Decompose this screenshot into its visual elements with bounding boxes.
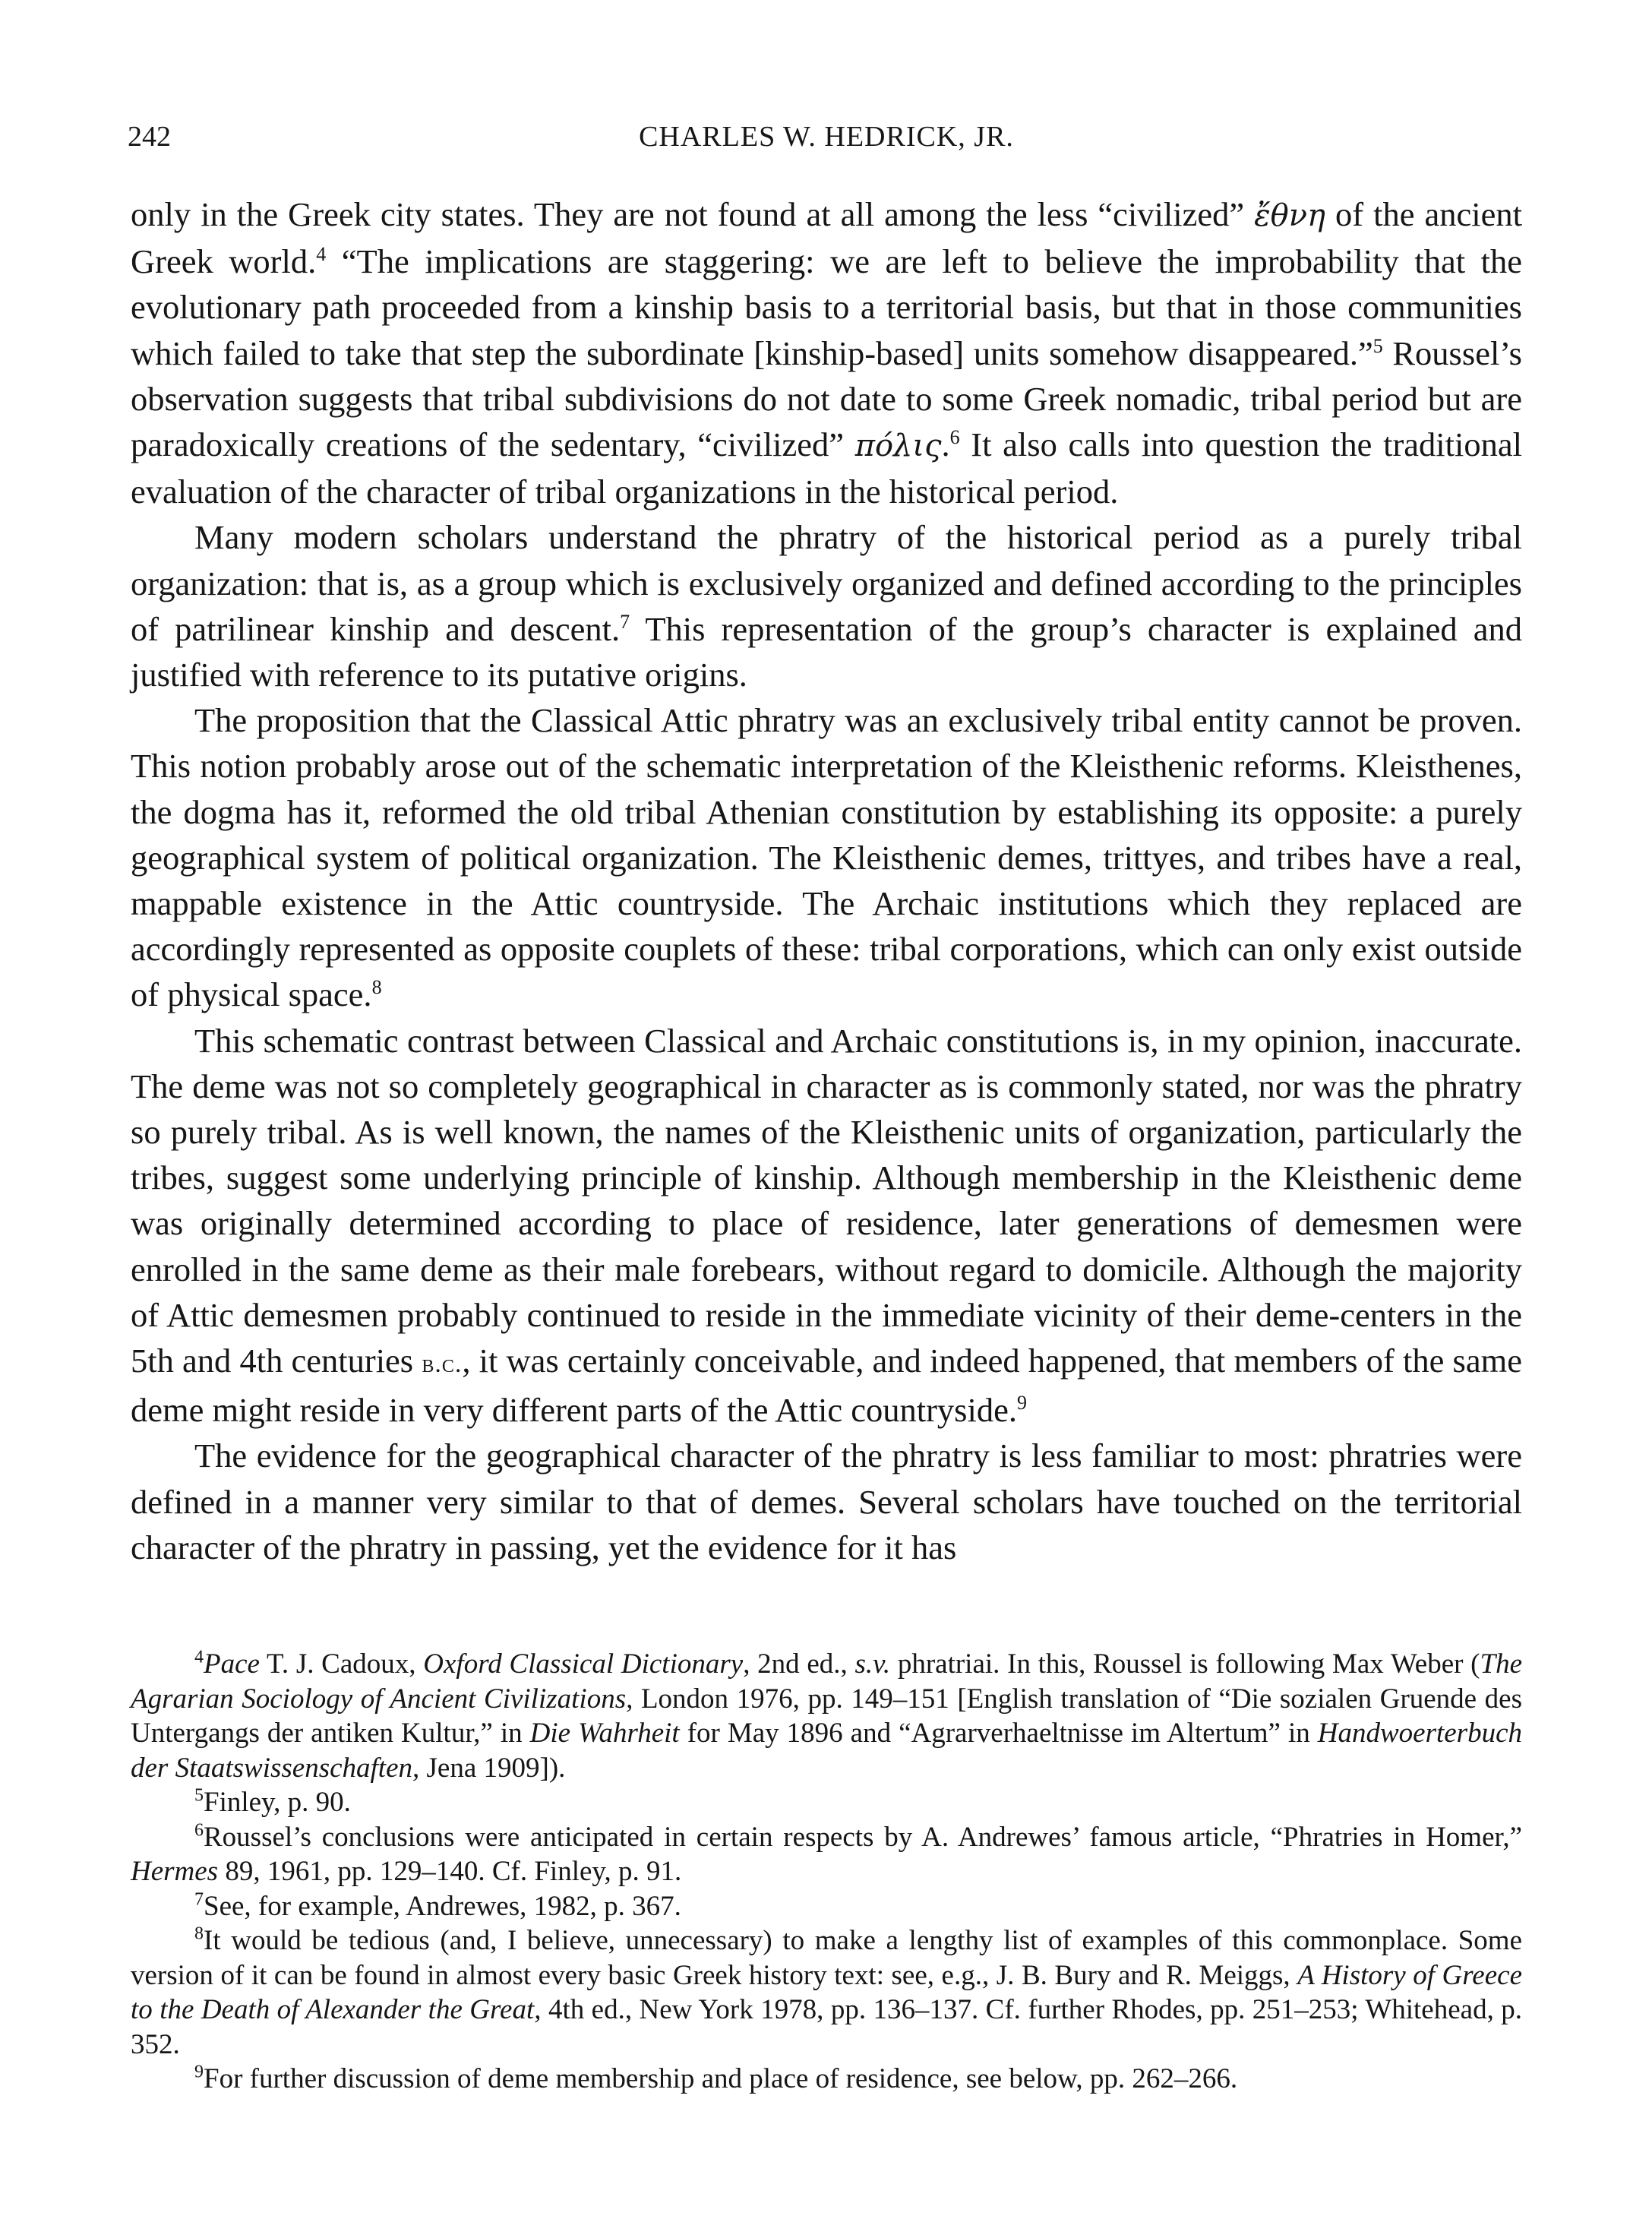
- footnote-number: 7: [194, 1889, 204, 1910]
- footnote-ref-7[interactable]: 7: [620, 611, 630, 633]
- fn4-text-2: , 2nd ed.,: [743, 1648, 855, 1680]
- fn4-text-4: London 1976, pp. 149–151 [English translation of “Die sozialen Gruende des Untergangs der antiken Kultur,” in: [131, 1683, 1523, 1749]
- footnote-7: [131, 1889, 1522, 1924]
- fn4-italic-5: Die Wahrheit: [529, 1718, 680, 1749]
- fn9-text: For further discussion of deme membership and place of residence, see below, pp. 262–266.: [204, 2063, 1238, 2094]
- greek-polis: πόλις: [854, 428, 942, 464]
- fn7-text: See, for example, Andrewes, 1982, p. 367.: [204, 1890, 681, 1922]
- p1-text-c: of the ancient Greek world.: [131, 195, 1523, 281]
- fn6-italic-1: Hermes: [131, 1856, 219, 1887]
- footnote-ref-8[interactable]: 8: [371, 976, 382, 999]
- fn4-text-6: Jena 1909]).: [419, 1752, 566, 1784]
- footnote-number: 5: [194, 1785, 204, 1806]
- footnote-number: 6: [194, 1820, 204, 1841]
- footnote-ref-4[interactable]: 4: [316, 243, 327, 266]
- fn4-text-5: for May 1896 and “Agrarverhaeltnisse im Altertum” in: [679, 1718, 1318, 1749]
- p2-text-a: Many modern scholars understand the phratry of the historical period as a purely tribal organization: that is, as a group which is exclusively organized and defined according to the principles of patrilinear kinship and descent.: [131, 518, 1522, 648]
- paragraph-2: [131, 514, 1522, 697]
- p5-text-a: The evidence for the geographical character of the phratry is less familiar to most: phratries were defined in a manner very similar to that of demes. Several scholars have touched on the territorial character of the phratry in passing, yet the evidence for it has: [131, 1437, 1522, 1566]
- footnotes: [131, 1647, 1522, 2097]
- fn8-text-1: It would be tedious (and, I believe, unnecessary) to make a lengthy list of examples of this commonplace. Some version of it can be found in almost every basic Greek history text: see, e.g., J. B. Bury and R. Meiggs,: [131, 1925, 1522, 1991]
- p1-text-d: “The implications are staggering: we are left to believe the improbability that the evolutionary path proceeded from a kinship basis to a territorial basis, but that in those communities which failed to take that step the subordinate [kinship-based] units somehow disappeared.”: [131, 242, 1523, 372]
- paragraph-1: [131, 191, 1522, 514]
- fn4-text-1: T. J. Cadoux,: [259, 1648, 424, 1680]
- running-head-author: CHARLES W. HEDRICK, JR.: [639, 121, 1014, 153]
- footnote-ref-9[interactable]: 9: [1016, 1392, 1027, 1414]
- page-number: 242: [128, 121, 171, 153]
- fn8-italic-1: A History of Greece to the Death of Alexander the Great,: [131, 1959, 1522, 2025]
- fn4-italic-4: The Agrarian Sociology of Ancient Civilizations,: [131, 1648, 1522, 1715]
- paragraph-3: [131, 697, 1522, 1017]
- footnote-4: [131, 1647, 1522, 1785]
- footnote-ref-5[interactable]: 5: [1372, 334, 1383, 357]
- greek-ethne: ἔθνη: [1254, 198, 1325, 233]
- era-abbreviation: b.c.: [422, 1350, 463, 1379]
- p1-text-a: only in the Greek city states. They are not found at all among the less “civilized”: [131, 195, 1255, 233]
- body-text: [131, 191, 1522, 1570]
- p4-text-b: , it was certainly conceivable, and indeed happened, that members of the same deme might reside in very different parts of the Attic countryside.: [131, 1342, 1522, 1430]
- fn4-italic-1: Pace: [204, 1648, 260, 1680]
- p2-text-b: This representation of the group’s character is explained and justified with reference to its putative origins.: [131, 609, 1522, 694]
- fn5-text: Finley, p. 90.: [204, 1787, 351, 1818]
- p3-text-a: The proposition that the Classical Attic phratry was an exclusively tribal entity cannot be proven. This notion probably arose out of the schematic interpretation of the Kleisthenic reforms. Kleisthenes, the dogma has it, reformed the old tribal Athenian constitution by establishing its opposite: a purely geographical system of political organization. The Kleisthenic demes, trittyes, and tribes have a real, mappable existence in the Attic countryside. The Archaic institutions which they replaced are accordingly represented as opposite couplets of these: tribal corporations, which can only exist outside of physical space.: [131, 701, 1522, 1014]
- fn8-text-2: 4th ed., New York 1978, pp. 136–137. Cf. further Rhodes, pp. 251–253; Whitehead, p. 352.: [131, 1994, 1522, 2060]
- footnote-8: [131, 1923, 1522, 2062]
- footnote-number: 4: [194, 1647, 204, 1667]
- footnote-number: 9: [194, 2062, 204, 2082]
- p4-text-a: This schematic contrast between Classical and Archaic constitutions is, in my opinion, inaccurate. The deme was not so completely geographical in character as is commonly stated, nor was the phratry so purely tribal. As is well known, the names of the Kleisthenic units of organization, particularly the tribes, suggest some underlying principle of kinship. Although membership in the Kleisthenic deme was originally determined according to place of residence, later generations of demesmen were enrolled in the same deme as their male forebears, without regard to domicile. Although the majority of Attic demesmen probably continued to reside in the immediate vicinity of their deme-centers in the 5th and 4th centuries: [131, 1021, 1522, 1380]
- footnote-5: [131, 1785, 1522, 1820]
- fn4-text-3: phratriai. In this, Roussel is following Max Weber (: [890, 1648, 1480, 1680]
- fn4-italic-3: s.v.: [854, 1648, 891, 1680]
- paragraph-4: [131, 1018, 1522, 1433]
- fn6-text-1: Roussel’s conclusions were anticipated in certain respects by A. Andrewes’ famous article, “Phratries in Homer,”: [204, 1821, 1522, 1853]
- fn6-text-2: 89, 1961, pp. 129–140. Cf. Finley, p. 91.: [218, 1856, 682, 1887]
- footnote-6: [131, 1820, 1522, 1889]
- footnote-number: 8: [194, 1923, 204, 1944]
- paragraph-5: [131, 1433, 1522, 1570]
- footnote-ref-6[interactable]: 6: [949, 426, 960, 449]
- p1-text-h: It also calls into question the traditional evaluation of the character of tribal organizations in the historical period.: [131, 425, 1522, 511]
- p1-text-e: Roussel’s observation suggests that tribal subdivisions do not date to some Greek nomadic, tribal period but are paradoxically creations of the sedentary, “civilized”: [131, 333, 1522, 464]
- fn4-italic-6: Handwoerterbuch der Staatswissenschaften,: [131, 1718, 1522, 1784]
- running-head: [128, 114, 1525, 160]
- p1-text-g: .: [941, 425, 950, 464]
- footnote-9: [131, 2062, 1522, 2097]
- fn4-italic-2: Oxford Classical Dictionary: [423, 1648, 744, 1680]
